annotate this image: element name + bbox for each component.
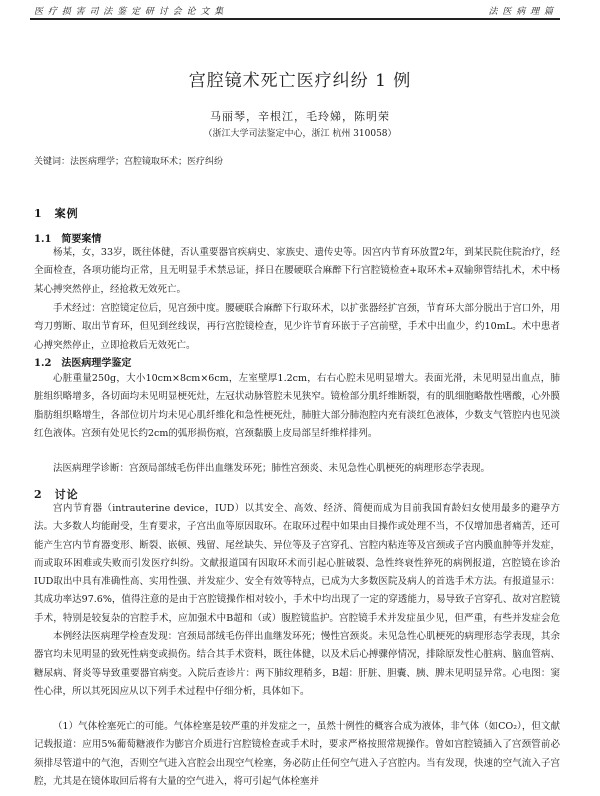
affiliation: （浙江大学司法鉴定中心，浙江 杭州 310058）	[203, 129, 397, 139]
paragraph-diagnosis: 法医病理学诊断：宫颈局部绒毛伤伴出血继发环死；肺性宫颈炎、未见急性心肌梗死的病理形态学表现。	[53, 463, 491, 474]
paragraph-autopsy: 心脏重量250g，大小10cm×8cm×6cm，左室壁厚1.2cm，右右心腔未见明显增大。表面光滑，未见明显出血点，肺脏组织略增多，各切面均未见明显梗死灶，左冠状动脉管腔未见狭窄。镜检部分肌纤维断裂，有的肌细胞略散性嗜酸，心外膜脂肪组织略增生，各部位切片均未见心肌纤维化和急性梗死灶，肺脏大部分肺泡腔内充有淡红色液体，少数支气管腔内也见淡红色液体。宫颈有处见长约2cm的弧形损伤痕，宫颈黏膜上皮局部呈纤维样排列。	[34, 373, 560, 439]
paragraph-case-history: 杨某，女，33岁，既往体健，否认重要器官疾病史、家族史、遗传史等。因宫内节育环放置2年，到某民院住院治疗，经全面检查，各项功能均正常，且无明显手术禁忌证，择日在腰硬联合麻醉下行宫腔镜检查+取环术+双输卵管结扎术，术中杨某心搏突然停止，经抢救无效死亡。	[34, 247, 560, 295]
paragraph-discussion-2: 本例经法医病理学检查发现：宫颈局部绒毛伤伴出血继发环死；慢性宫颈炎。未见急性心肌梗死的病理形态学表现，其余器官均未见明显的致死性病变或损伤。结合其手术资料，既往体健，以及术后心搏骤停情况，排除原发性心脏病、脑血管病、糖尿病、肾炎等导致重要器官病变。入院后查诊片：两下肺纹理稍多，B超：肝脏、胆囊、胰、脾未见明显异常。心电图：窦性心律，所以其死因应从以下列手术过程中仔细分析，具体如下。	[34, 631, 560, 697]
section-heading-case: 1 案例	[34, 207, 79, 220]
subsection-heading-autopsy: 1.2 法医病理学鉴定	[34, 358, 132, 369]
keywords: 关键词：法医病理学；宫腔镜取环术；医疗纠纷	[34, 157, 224, 167]
running-header	[34, 4, 554, 18]
article-title: 宫腔镜术死亡医疗纠纷 1 例	[188, 71, 412, 91]
subsection-heading-summary: 1.1 简要案情	[34, 234, 102, 245]
authors: 马丽琴，辛根江，毛玲娣，陈明荣	[210, 110, 390, 123]
header-rule	[30, 18, 560, 20]
paragraph-surgery: 手术经过：宫腔镜定位后，见宫颈中度。腰硬联合麻醉下行取环术，以扩张器经扩宫颈，节育环大部分脱出于宫口外，用弯刀剪断、取出节育环，但见到丝线误，再行宫腔镜检查，见少许节育环嵌于子宫前壁，手术中出血少，约10mL。术中患者心搏突然停止，立即抢救后无效死亡。	[34, 303, 560, 351]
paragraph-discussion-1: 宫内节育器（intrauterine device，IUD）以其安全、高效、经济、简便而成为目前我国育龄妇女使用最多的避孕方法。大多数人均能耐受，生育要求，子宫出血等原因取环。在取环过程中如果由目操作或处理不当，不仅增加患者痛苦，还可能产生宫内节育器变形、断裂、嵌顿、残留、尾丝缺失、异位等及子宫穿孔、宫腔内粘连等及宫颈或子宫内膜血肿等并发症，而或取环困难或失败而引发医疗纠纷。文献报道国有因取环术而引起心脏破裂、急性终衰性猝死的病例报道，宫腔镜在诊治IUD取出中具有准确性高、实用性强、并发症少、安全有效等特点，已成为大多数医院及病人的首选手术方法。有报道显示：其成功率达97.6%，值得注意的是由于宫腔镜操作相对较小，手术中均出现了一定的穿透能力，易导致子宫穿孔、故对宫腔镜手术，特别是较复杂的宫腔手术，应加强术中B超和（或）腹腔镜监护。宫腔镜手术并发症虽少见，但严重，有些并发症会危	[34, 503, 560, 624]
section-heading-discussion: 2 讨论	[34, 488, 79, 501]
paragraph-discussion-3: （1）气体栓塞死亡的可能。气体栓塞是较严重的并发症之一，虽然十例性的概容合成为液体，非气体（如CO₂），但文献记载报道：应用5%葡萄糖液作为膨宫介质进行宫腔镜检查或手术时，要求严格按照常规操作。曾如宫腔镜插入了宫颈管前必须排尽管道中的气泡，否则空气进入宫腔会出现空气栓塞，务必防止任何空气进入子宫腔内。当有发现，快速的空气流入子宫腔，尤其是在镜体取回后将有大量的空气进入，将可引起气体栓塞并	[34, 721, 560, 787]
header-left: 医 疗 损 害 司 法 鉴 定 研 讨 会 论 文 集	[34, 7, 225, 17]
header-right: 法 医 病 理 篇	[488, 7, 554, 17]
